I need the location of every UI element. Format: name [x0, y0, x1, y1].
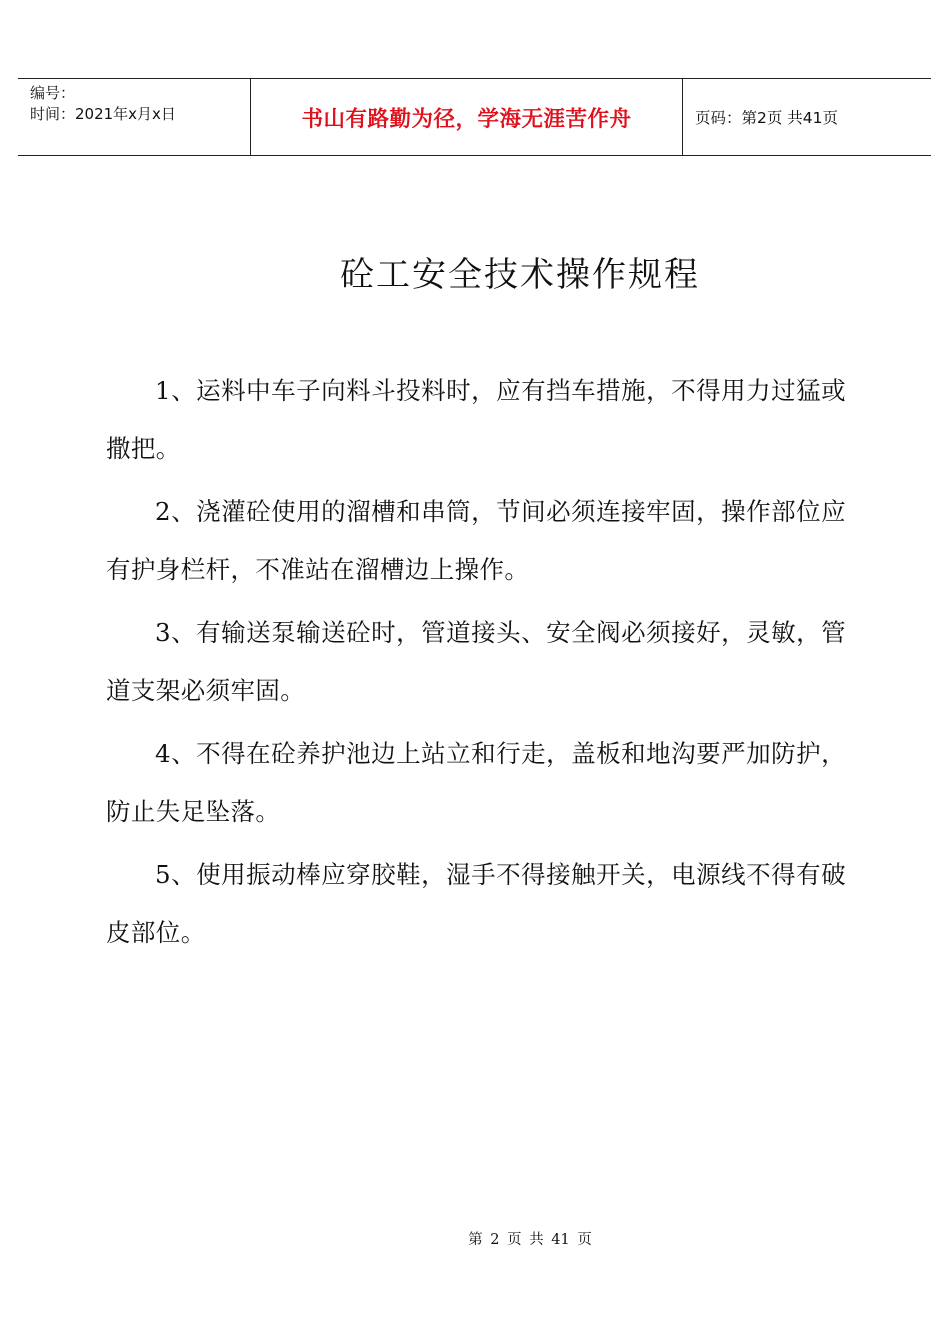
header-page-cell: [683, 79, 931, 155]
document-body: [106, 362, 846, 967]
paragraph-2: 2、浇灌砼使用的溜槽和串筒，节间必须连接牢固，操作部位应有护身栏杆，不准站在溜槽边上操作。: [106, 497, 846, 584]
time-label: 时间：2021年x月x日: [30, 105, 176, 123]
paragraph-3: 3、有输送泵输送砼时，管道接头、安全阀必须接好，灵敏，管道支架必须牢固。: [106, 618, 846, 705]
page-info: 页码：第2页 共41页: [695, 109, 839, 127]
motto-text: 书山有路勤为径，学海无涯苦作舟: [301, 106, 632, 132]
paragraph-4: 4、不得在砼养护池边上站立和行走，盖板和地沟要严加防护，防止失足坠落。: [106, 739, 846, 826]
header-motto-cell: [251, 79, 683, 155]
document-title: 砼工安全技术操作规程: [340, 255, 700, 295]
header-meta-cell: [18, 79, 251, 155]
code-label: 编号：: [30, 84, 76, 102]
paragraph-1: 1、运料中车子向料斗投料时，应有挡车措施，不得用力过猛或撒把。: [106, 376, 846, 463]
page-header: [18, 78, 931, 156]
page-footer: 第 2 页 共 41 页: [468, 1232, 592, 1248]
paragraph-5: 5、使用振动棒应穿胶鞋，湿手不得接触开关，电源线不得有破皮部位。: [106, 860, 846, 947]
